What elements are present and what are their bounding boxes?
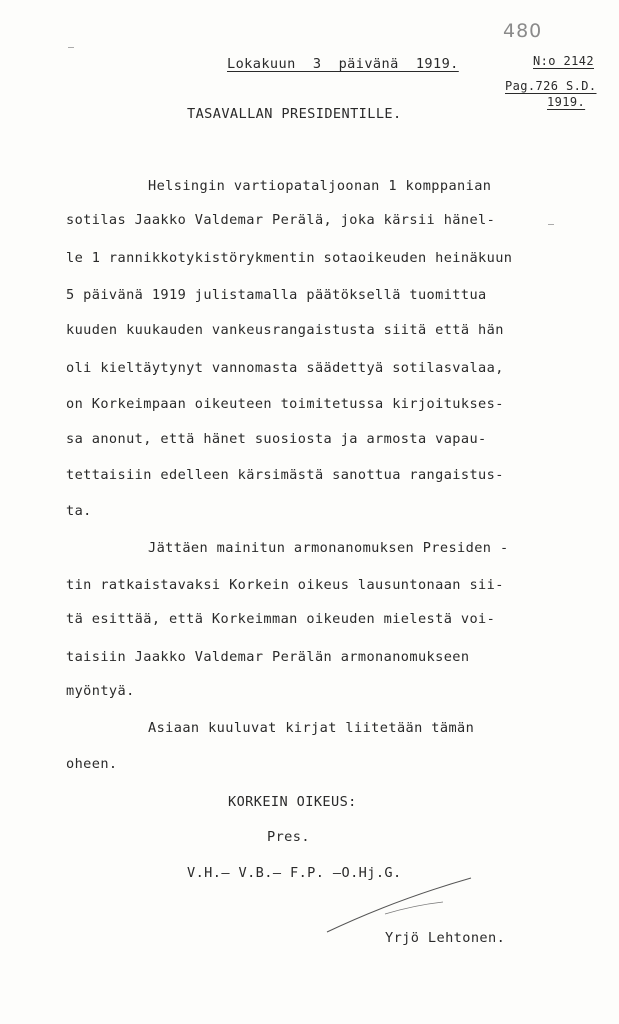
body-line: taisiin Jaakko Valdemar Perälän armonanomukseen [66,649,470,665]
body-line: Asiaan kuuluvat kirjat liitetään tämän [148,720,475,736]
reference-number: N:o 2142 [533,54,594,68]
body-line: ta. [66,503,92,519]
addressee: TASAVALLAN PRESIDENTILLE. [187,106,402,122]
body-line: tin ratkaistavaksi Korkein oikeus lausuntonaan sii- [66,577,504,593]
body-line: Helsingin vartiopataljoonan 1 komppanian [148,178,492,194]
body-line: tä esittää, että Korkeimman oikeuden mielestä voi- [66,611,496,627]
date-line: Lokakuun 3 päivänä 1919. [227,56,459,72]
page-reference: Pag.726 S.D. [505,79,597,93]
body-line: 5 päivänä 1919 julistamalla päätöksellä tuomittua [66,287,487,303]
body-line: myöntyä. [66,683,135,699]
body-line: kuuden kuukauden vankeusrangaistusta siitä että hän [66,322,504,338]
signature-stroke [325,874,475,936]
president-title: Pres. [267,829,310,845]
body-line: tettaisiin edelleen kärsimästä sanottua rangaistus- [66,467,504,483]
body-line: on Korkeimpaan oikeuteen toimitetussa kirjoitukses- [66,396,504,412]
paper-speck [68,47,74,48]
body-line: sotilas Jaakko Valdemar Perälä, joka kärsii hänel- [66,212,496,228]
page-reference-year: 1919. [547,95,586,109]
judges-initials: V.H.— V.B.— F.P. —O.Hj.G. [187,865,402,881]
body-line: oli kieltäytynyt vannomasta säädettyä sotilasvalaa, [66,360,504,376]
paper-speck [548,224,554,225]
body-line: sa anonut, että hänet suosiosta ja armosta vapau- [66,431,487,447]
body-line: oheen. [66,756,118,772]
signer-name: Yrjö Lehtonen. [385,930,506,946]
archive-stamp-number: 480 [503,20,543,42]
body-line: le 1 rannikkotykistörykmentin sotaoikeuden heinäkuun [66,250,513,266]
court-name: KORKEIN OIKEUS: [228,794,357,810]
body-line: Jättäen mainitun armonanomuksen Presiden - [148,540,509,556]
